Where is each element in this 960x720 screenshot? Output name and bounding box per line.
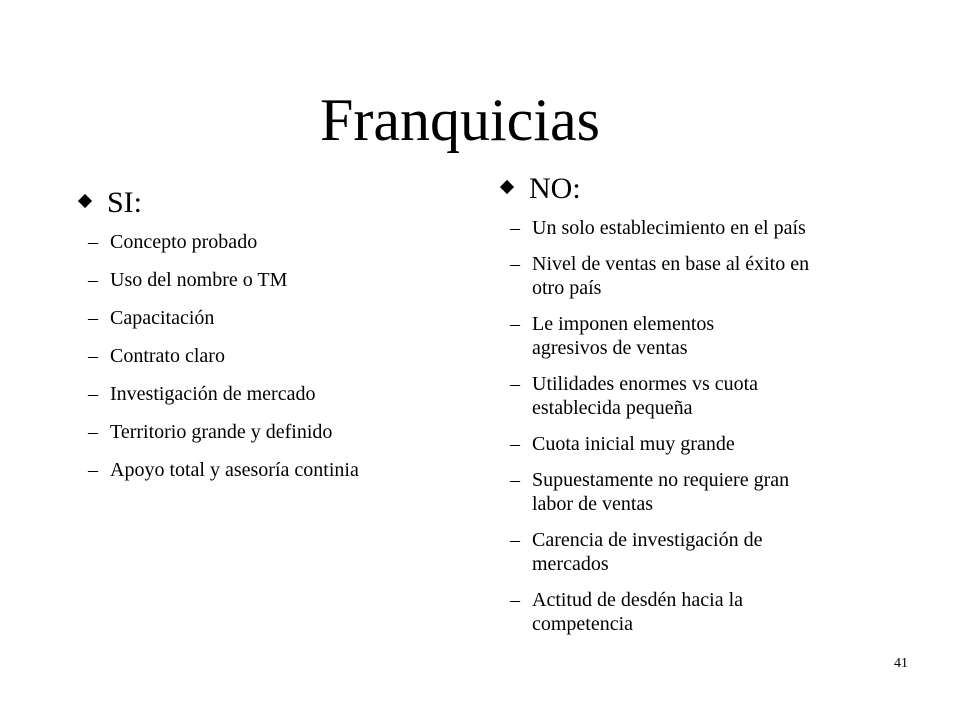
list-item [84, 268, 454, 292]
list-item [506, 372, 866, 420]
list-item-text: Territorio grande y definido [110, 421, 333, 443]
list-item [84, 344, 454, 368]
dash-icon: – [510, 217, 520, 239]
no-heading: NO: [529, 172, 581, 205]
list-item-text: Carencia de investigación de mercados [532, 529, 763, 575]
list-item-text: Apoyo total y asesoría continia [110, 459, 359, 481]
si-heading: SI: [107, 186, 143, 219]
dash-icon: – [88, 307, 98, 329]
list-item-text: Actitud de desdén hacia la competencia [532, 589, 744, 635]
list-item [506, 252, 866, 300]
list-item [506, 312, 866, 360]
dash-icon: – [510, 433, 520, 455]
si-column [74, 186, 454, 496]
no-column [496, 172, 866, 648]
list-item [506, 588, 866, 636]
list-item-text: Uso del nombre o TM [110, 269, 288, 291]
list-item-text: Investigación de mercado [110, 383, 316, 405]
dash-icon: – [510, 529, 520, 551]
si-list [74, 230, 454, 482]
diamond-bullet-icon [500, 180, 514, 194]
dash-icon: – [88, 345, 98, 367]
list-item-text: Capacitación [110, 307, 215, 329]
list-item [506, 216, 866, 240]
list-item-text: Le imponen elementos agresivos de ventas [532, 313, 715, 359]
list-item-text: Utilidades enormes vs cuota establecida pequeña [532, 373, 759, 419]
dash-icon: – [510, 373, 520, 395]
list-item-text: Nivel de ventas en base al éxito en otro país [532, 253, 810, 299]
no-heading-row [496, 172, 866, 206]
dash-icon: – [88, 421, 98, 443]
page-number: 41 [894, 656, 908, 671]
dash-icon: – [510, 253, 520, 275]
list-item-text: Contrato claro [110, 345, 225, 367]
dash-icon: – [510, 589, 520, 611]
dash-icon: – [88, 269, 98, 291]
list-item [84, 306, 454, 330]
no-list [496, 216, 866, 636]
list-item [506, 468, 866, 516]
dash-icon: – [510, 469, 520, 491]
dash-icon: – [88, 459, 98, 481]
list-item [84, 230, 454, 254]
dash-icon: – [88, 231, 98, 253]
si-heading-row [74, 186, 454, 220]
list-item [506, 528, 866, 576]
list-item-text: Concepto probado [110, 231, 258, 253]
dash-icon: – [510, 313, 520, 335]
dash-icon: – [88, 383, 98, 405]
slide-title: Franquicias [320, 87, 600, 153]
list-item-text: Supuestamente no requiere gran labor de ventas [532, 469, 790, 515]
list-item [506, 432, 866, 456]
list-item-text: Cuota inicial muy grande [532, 433, 735, 455]
list-item [84, 420, 454, 444]
list-item-text: Un solo establecimiento en el país [532, 217, 806, 239]
list-item [84, 382, 454, 406]
list-item [84, 458, 454, 482]
diamond-bullet-icon [78, 194, 92, 208]
